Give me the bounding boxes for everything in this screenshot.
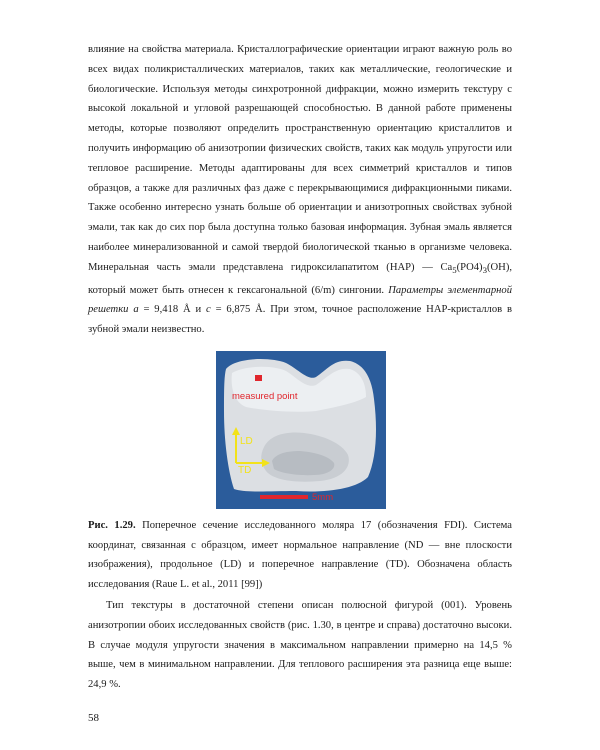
c-italic: c [206, 304, 211, 316]
measured-point-marker [255, 375, 262, 381]
caption-number: Рис. 1.29. [88, 520, 136, 531]
a-value: = 9,418 Å и [138, 304, 207, 316]
subscript-3: 3 [482, 264, 487, 275]
lattice-params-italic: Параметры элементарной решетки a [88, 284, 513, 316]
scale-bar [260, 495, 308, 499]
subscript-5: 5 [452, 264, 457, 275]
figure-caption [88, 516, 512, 594]
paragraph-1-text-after-formula: (OH), который может быть отнесен к гексагональной (6/m) сингонии. [88, 261, 512, 296]
body-paragraph-2 [88, 596, 512, 695]
tooth-photo [216, 351, 386, 509]
measured-point-label: measured point [232, 391, 298, 402]
tooth-figure [216, 351, 386, 509]
paragraph-2-text: Тип текстуры в достаточной степени описан полюсной фигурой (001). Уровень анизотропии обоих исследованных свойств (рис. 1.30, в центре и справа) достаточно высоки. В случае модуля упругости значения в максимальном направлении примерно на 14,5 % выше, чем в минимальном направлении. Для теплового расширения эта разница еще выше: 24,9 %. [88, 600, 512, 691]
paragraph-1-end: = 6,875 Å. При этом, точное расположение HAP-кристаллов в зубной эмали неизвестно. [88, 304, 512, 336]
page-number: 58 [88, 712, 99, 724]
formula-mid: (PO4) [456, 261, 483, 273]
body-paragraph-1 [88, 40, 512, 340]
caption-text: Поперечное сечение исследованного моляра 17 (обозначения FDI). Система координат, связанная с образцом, имеет нормальное направление (ND — вне плоскости изображения), продольное (LD) и поперечное направление (TD). Обозначена область исследования (Raue L. et al., 2011 [99]) [88, 520, 512, 590]
td-label: TD [238, 465, 252, 476]
ld-label: LD [240, 436, 253, 447]
paragraph-1-text: влияние на свойства материала. Кристаллографические ориентации играют важную роль во всех видах поликристаллических материалов, таких как металлические, геологические и биологические. Используя методы синхротронной дифракции, можно измерить текстуру с высокой локальной и угловой разрешающей способностью. В данной работе применены методы, которые позволяют определить пространственную ориентацию кристаллитов и получить информацию об анизотропии физических свойств, таких как модуль упругости или тепловое расширение. Методы адаптированы для всех симметрий кристаллов и типов образцов, а также для различных фаз даже с перекрывающимися дифракционными пиками. Также особенно интересно узнать больше об ориентации и анизотропных свойствах зубной эмали, так как до сих пор была доступна только базовая информация. Зубная эмаль является наиболее минерализованной и самой твердой биологической тканью в организме человека. Минеральная часть эмали представлена гидроксилапатитом (HAP) — Ca [88, 44, 512, 273]
scale-label: 5mm [312, 492, 334, 503]
